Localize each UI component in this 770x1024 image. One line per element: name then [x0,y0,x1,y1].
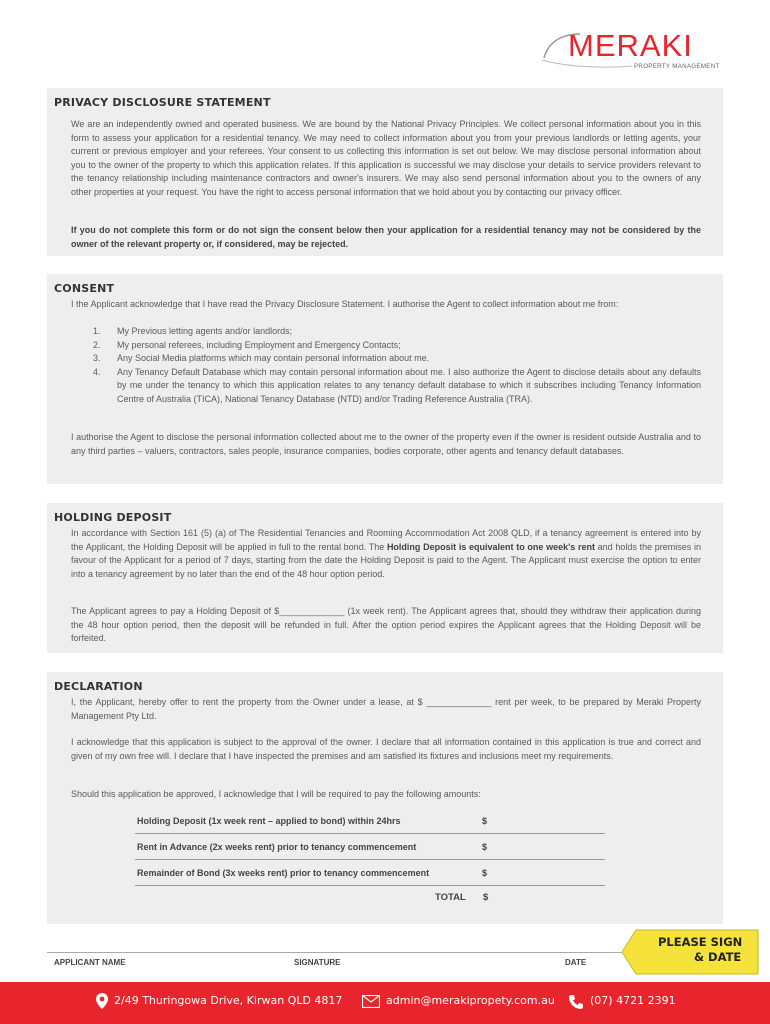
consent-closing: I authorise the Agent to disclose the personal information collected about me to the owner of the property even if the owner is resident outside Australia and to any third parties – valuers, contractors, sales people, insurance companies, bodies corporate, other agents and tenancy default databases. [71,432,701,456]
amount-field-line[interactable] [135,833,605,834]
amount-row-remainder-of-bond: Remainder of Bond (3x weeks rent) prior to tenancy commencement $ [135,862,605,886]
please-sign-badge: PLEASE SIGN & DATE [622,928,762,978]
signature-label: SIGNATURE [294,958,341,967]
location-pin-icon [96,993,108,1009]
email-icon [362,995,380,1008]
footer-email[interactable]: admin@merakipropety.com.au [386,994,555,1007]
consent-section [47,274,723,484]
privacy-title: PRIVACY DISCLOSURE STATEMENT [54,96,271,109]
list-item: 3. Any Social Media platforms which may contain personal information about me. [93,353,430,363]
applicant-name-label: APPLICANT NAME [54,958,126,967]
list-item: 4. Any Tenancy Default Database which may contain personal information about me. I also authorize the Agent to disclose details about any defaults by me under the tenancy to which this application relates to any tenancy default database to which it subscribes including Tenancy Information Centre of Australia (TICA), National Tenancy Database (NTD) and/or Trading Reference Australia (TRA). [93,366,701,404]
holding-title: HOLDING DEPOSIT [54,511,172,524]
footer-phone[interactable]: (07) 4721 2391 [590,994,676,1007]
date-label: DATE [565,958,587,967]
amount-row-holding-deposit: Holding Deposit (1x week rent – applied to bond) within 24hrs $ [135,810,605,834]
footer-bar [0,982,770,1024]
amount-row-rent-in-advance: Rent in Advance (2x weeks rent) prior to tenancy commencement $ [135,836,605,860]
company-logo [540,28,730,78]
list-item: 1. My Previous letting agents and/or landlords; [93,326,293,336]
declaration-paragraph-1: I, the Applicant, hereby offer to rent the property from the Owner under a lease, at $ _____________ rent per week, to be prepared by Meraki Property Management Pty Ltd. [71,697,701,721]
declaration-title: DECLARATION [54,680,143,693]
holding-deposit-section [47,503,723,653]
privacy-section [47,88,723,256]
logo-wordmark: MERAKI [568,28,693,63]
declaration-paragraph-2: I acknowledge that this application is subject to the approval of the owner. I declare that all information contained in this application is true and correct and given of my own free will. I declare that I have inspected the premises and am satisfied its fixtures and inclusions meet my requirements. [71,737,701,761]
privacy-warning: If you do not complete this form or do not sign the consent below then your application for a residential tenancy may not be considered by the owner of the relevant property or, if considered, may be rejected. [71,225,701,249]
total-label: TOTAL [435,892,466,903]
amount-field-line[interactable] [135,885,605,886]
consent-title: CONSENT [54,282,115,295]
total-symbol: $ [483,892,489,903]
declaration-section [47,672,723,924]
logo-tagline: PROPERTY MANAGEMENT [634,63,720,70]
consent-intro: I the Applicant acknowledge that I have read the Privacy Disclosure Statement. I authorise the Agent to collect information about me from: [71,299,619,309]
declaration-paragraph-3: Should this application be approved, I acknowledge that I will be required to pay the following amounts: [71,789,481,799]
amount-field-line[interactable] [135,859,605,860]
signature-line[interactable] [47,952,622,953]
phone-icon [568,994,583,1009]
footer-address: 2/49 Thuringowa Drive, Kirwan QLD 4817 [114,994,343,1007]
list-item: 2. My personal referees, including Employment and Emergency Contacts; [93,339,401,350]
holding-paragraph-1: In accordance with Section 161 (5) (a) of The Residential Tenancies and Rooming Accommodation Act 2008 QLD, if a tenancy agreement is entered into by the Applicant, the Holding Deposit will be applied in full to the rental bond. The Holding Deposit is equivalent to one week's rent and holds the premises in favour of the Applicant for a period of 7 days, starting from the date the Holding Deposit is paid to the Agent. The Applicant must exercise the option to enter into a tenancy agreement by no later than the end of the 48 hour option period. [71,528,701,579]
privacy-body: We are an independently owned and operated business. We are bound by the National Privacy Principles. We collect personal information about you in this form to assess your application for a residential tenancy. We may need to collect information about you from your previous landlords or letting agents, your current or previous employer and your referees. Your consent to us collecting this information is set out below. We may disclose personal information about you to the owner of the property to which this application relates. If this application is successful we may disclose your details to service providers relevant to the tenancy relationship including maintenance contractors and owner's insurers. We may also send personal information about you to the owners of any other properties at your request. You have the right to access personal information that we hold about you by contacting our privacy officer. [71,119,701,197]
holding-paragraph-2: The Applicant agrees to pay a Holding Deposit of $_____________ (1x week rent). The Applicant agrees that, should they withdraw their application during the 48 hour option period, then the deposit will be refunded in full. After the option period expires the Applicant agrees that the Holding Deposit will be forfeited. [71,606,701,643]
consent-list [71,325,701,406]
